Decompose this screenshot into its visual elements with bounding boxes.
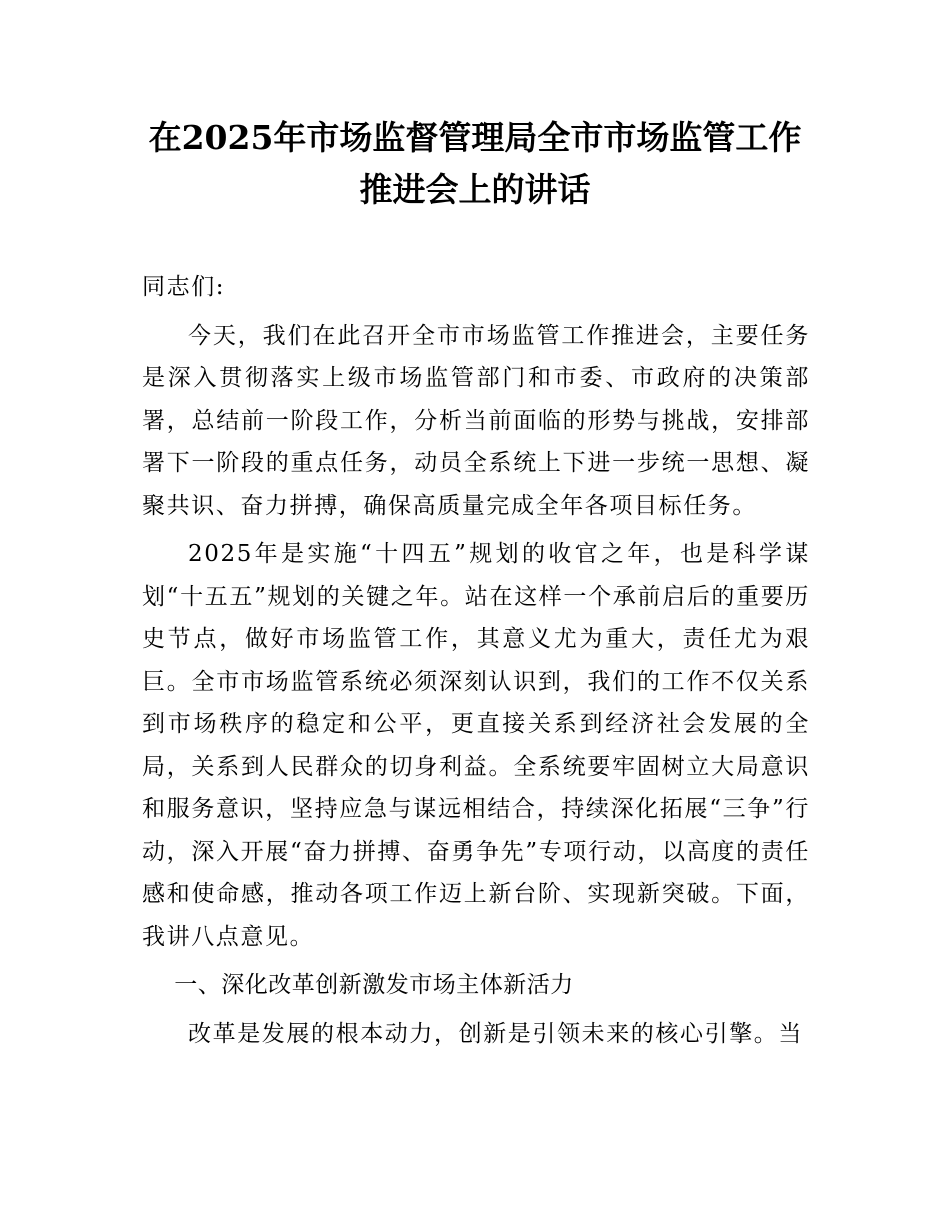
title-line-1: 在2025年市场监督管理局全市市场监管工作 — [148, 118, 802, 157]
paragraph-section-1: 改革是发展的根本动力，创新是引领未来的核心引擎。当 — [188, 1020, 803, 1047]
title-line-2: 推进会上的讲话 — [359, 170, 591, 209]
paragraph-context: 2025年是实施“十四五”规划的收官之年，也是科学谋划“十五五”规划的关键之年。站在这样一个承前启后的重要历史节点，做好市场监管工作，其意义尤为重大，责任尤为艰巨。全市市场监管系统必须深刻认识到，我们的工作不仅关系到市场秩序的稳定和公平，更直接关系到经济社会发展的全局，关系到人民群众的切身利益。全系统要牢固树立大局意识和服务意识，坚持应急与谋远相结合，持续深化拓展“三争”行动，深入开展“奋力拼搏、奋勇争先”专项行动，以高度的责任感和使命感，推动各项工作迈上新台阶、实现新突破。下面，我讲八点意见。 — [142, 541, 810, 950]
paragraph-intro: 今天，我们在此召开全市市场监管工作推进会，主要任务是深入贯彻落实上级市场监管部门和市委、市政府的决策部署，总结前一阶段工作，分析当前面临的形势与挑战，安排部署下一阶段的重点任务，动员全系统上下进一步统一思想、凝聚共识、奋力拼搏，确保高质量完成全年各项目标任务。 — [142, 322, 810, 519]
document-body — [142, 266, 810, 1061]
salutation: 同志们: — [142, 274, 226, 300]
page-title — [120, 112, 830, 216]
section-heading-1: 一、深化改革创新激发市场主体新活力 — [174, 972, 574, 998]
